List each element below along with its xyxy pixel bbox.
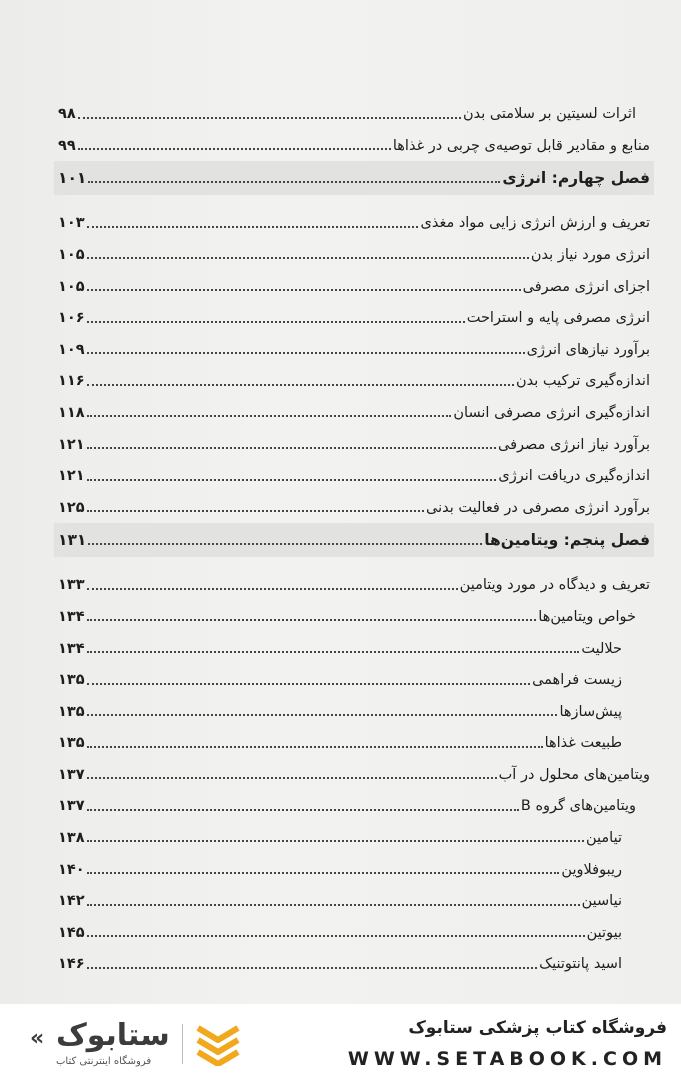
toc-page-number: ۹۹ xyxy=(58,137,76,154)
toc-entry-title: حلالیت xyxy=(581,640,622,657)
dot-leader xyxy=(87,619,537,621)
toc-entry-row[interactable] xyxy=(58,92,650,124)
toc-entry-row[interactable] xyxy=(58,296,650,328)
toc-page-number: ۱۴۶ xyxy=(58,956,85,973)
dot-leader xyxy=(87,683,531,685)
toc-entry-title: اندازه‌گیری ترکیب بدن xyxy=(516,373,650,390)
toc-entry-title: اسید پانتوتنیک xyxy=(539,956,622,973)
toc-page-number: ۱۳۵ xyxy=(58,703,85,720)
toc-entry-row[interactable] xyxy=(58,391,650,423)
toc-page-number: ۱۳۵ xyxy=(58,672,85,689)
dot-leader xyxy=(78,148,391,150)
toc-entry-row[interactable] xyxy=(58,233,650,265)
store-name: فروشگاه کتاب پزشکی ستابوک xyxy=(408,1018,667,1038)
toc-entry-row[interactable] xyxy=(58,879,650,911)
toc-entry-title: تعریف و دیدگاه در مورد ویتامین xyxy=(459,577,650,594)
logo-text: ستابوک xyxy=(56,1018,170,1053)
toc-entry-row[interactable] xyxy=(58,563,650,595)
toc-page-number: ۱۰۶ xyxy=(58,310,85,327)
toc-entry-title: طبیعت غذاها xyxy=(544,735,622,752)
toc-entry-row[interactable] xyxy=(58,486,650,518)
toc-page-number: ۱۴۵ xyxy=(58,924,85,941)
toc-entry-title: زیست فراهمی xyxy=(532,672,622,689)
toc-chapter-row[interactable] xyxy=(54,161,654,195)
toc-page-number: ۱۳۱ xyxy=(58,530,87,549)
toc-page-number: ۱۳۴ xyxy=(58,608,85,625)
toc-entry-row[interactable] xyxy=(58,201,650,233)
dot-leader xyxy=(87,588,458,590)
toc-entry-title: پیش‌سازها xyxy=(559,703,622,720)
dot-leader xyxy=(78,117,461,119)
toc-page-number: ۱۱۸ xyxy=(58,404,85,421)
toc-entry-row[interactable] xyxy=(58,721,650,753)
toc-entry-title: ویتامین‌های گروه B xyxy=(520,798,636,815)
dot-leader xyxy=(87,935,585,937)
toc-page-number: ۱۳۷ xyxy=(58,798,85,815)
toc-entry-title: فصل چهارم: انرژی xyxy=(502,168,650,187)
dot-leader xyxy=(87,651,580,653)
dot-leader xyxy=(88,181,500,183)
stacked-chevron-logo-icon xyxy=(194,1022,242,1066)
toc-page-number: ۱۱۶ xyxy=(58,373,85,390)
toc-entry-title: اجزای انرژی مصرفی xyxy=(522,278,650,295)
toc-entry-title: اندازه‌گیری دریافت انرژی xyxy=(498,468,650,485)
toc-page-number: ۱۰۱ xyxy=(58,168,87,187)
toc-page-number: ۱۰۵ xyxy=(58,278,85,295)
toc-entry-title: اندازه‌گیری انرژی مصرفی انسان xyxy=(453,404,650,421)
dot-leader xyxy=(87,872,560,874)
dot-leader xyxy=(87,510,424,512)
dot-leader xyxy=(87,840,584,842)
toc-page-number: ۱۳۷ xyxy=(58,766,85,783)
dot-leader xyxy=(87,415,452,417)
toc-entry-row[interactable] xyxy=(58,690,650,722)
toc-entry-title: ویتامین‌های محلول در آب xyxy=(498,766,650,783)
toc-entry-row[interactable] xyxy=(58,359,650,391)
dot-leader xyxy=(87,809,519,811)
store-url[interactable]: WWW.SETABOOK.COM xyxy=(347,1048,667,1070)
logo-divider xyxy=(182,1024,183,1064)
dot-leader xyxy=(87,777,497,779)
toc-entry-title: تعریف و ارزش انرژی زایی مواد مغذی xyxy=(420,215,650,232)
table-of-contents xyxy=(58,92,650,974)
toc-page-number: ۱۴۲ xyxy=(58,893,85,910)
toc-page-number: ۱۳۳ xyxy=(58,577,85,594)
dot-leader xyxy=(87,714,558,716)
toc-page-number: ۱۳۸ xyxy=(58,830,85,847)
toc-entry-title: انرژی مصرفی پایه و استراحت xyxy=(466,310,650,327)
dot-leader xyxy=(87,226,419,228)
toc-entry-row[interactable] xyxy=(58,942,650,974)
toc-entry-title: تیامین xyxy=(585,830,622,847)
toc-entry-row[interactable] xyxy=(58,124,650,156)
toc-page-number: ۱۴۰ xyxy=(58,861,85,878)
toc-entry-row[interactable] xyxy=(58,816,650,848)
toc-page-number: ۱۰۵ xyxy=(58,246,85,263)
toc-entry-row[interactable] xyxy=(58,454,650,486)
toc-page-number: ۱۲۱ xyxy=(58,468,85,485)
toc-entry-row[interactable] xyxy=(58,753,650,785)
toc-entry-row[interactable] xyxy=(58,911,650,943)
setabook-logo xyxy=(30,1016,260,1070)
toc-entry-title: برآورد انرژی مصرفی در فعالیت بدنی xyxy=(426,499,650,516)
dot-leader xyxy=(87,384,514,386)
toc-entry-title: فصل پنجم: ویتامین‌ها xyxy=(484,530,650,549)
store-footer xyxy=(0,1004,681,1080)
toc-entry-title: برآورد نیاز انرژی مصرفی xyxy=(498,436,650,453)
toc-entry-title: منابع و مقادیر قابل توصیه‌ی چربی در غذاها xyxy=(392,137,650,154)
toc-entry-row[interactable] xyxy=(58,328,650,360)
toc-entry-title: ریبوفلاوین xyxy=(561,861,622,878)
toc-entry-row[interactable] xyxy=(58,422,650,454)
dot-leader xyxy=(87,479,497,481)
toc-entry-title: انرژی مورد نیاز بدن xyxy=(530,246,650,263)
dot-leader xyxy=(87,321,465,323)
toc-page-number: ۱۲۱ xyxy=(58,436,85,453)
toc-entry-title: برآورد نیازهای انرژی xyxy=(526,341,650,358)
toc-page-number: ۱۳۵ xyxy=(58,735,85,752)
dot-leader xyxy=(87,447,496,449)
toc-entry-row[interactable] xyxy=(58,595,650,627)
dot-leader xyxy=(87,746,543,748)
dot-leader xyxy=(87,352,525,354)
toc-entry-row[interactable] xyxy=(58,847,650,879)
toc-entry-row[interactable] xyxy=(58,784,650,816)
toc-page-number: ۱۰۹ xyxy=(58,341,85,358)
toc-entry-title: بیوتین xyxy=(586,924,622,941)
toc-page-number: ۹۸ xyxy=(58,106,76,123)
toc-entry-row[interactable] xyxy=(58,658,650,690)
dot-leader xyxy=(87,904,580,906)
dot-leader xyxy=(88,543,482,545)
toc-entry-row[interactable] xyxy=(58,264,650,296)
dot-leader xyxy=(87,967,538,969)
dot-leader xyxy=(87,289,521,291)
toc-entry-title: نیاسین xyxy=(581,893,622,910)
toc-entry-title: اثرات لسیتین بر سلامتی بدن xyxy=(462,106,636,123)
toc-chapter-row[interactable] xyxy=(54,523,654,557)
dot-leader xyxy=(87,257,529,259)
toc-entry-title: خواص ویتامین‌ها xyxy=(538,608,636,625)
logo-subtitle: فروشگاه اینترنتی کتاب xyxy=(56,1056,152,1067)
toc-page-number: ۱۰۳ xyxy=(58,215,85,232)
toc-page-number: ۱۳۴ xyxy=(58,640,85,657)
toc-entry-row[interactable] xyxy=(58,626,650,658)
toc-page-number: ۱۲۵ xyxy=(58,499,85,516)
double-chevron-left-icon: « xyxy=(30,1026,45,1051)
